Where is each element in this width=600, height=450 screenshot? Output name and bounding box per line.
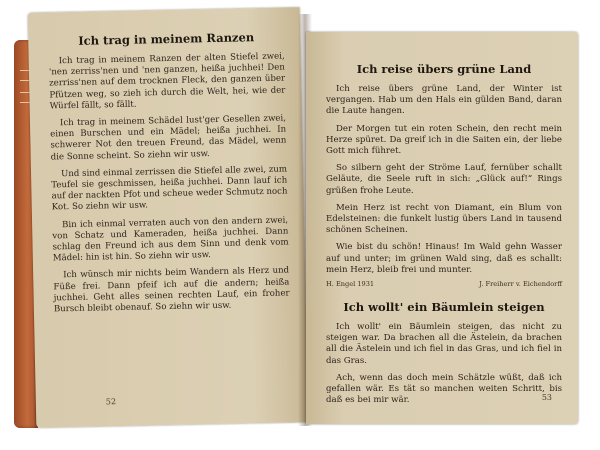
page-number: 52	[105, 397, 117, 407]
verse: Ach, wenn das doch mein Schätzle wüßt, daß ich gefallen wär. Es tät so manchen weiten Schritt, bis daß es bei mir wär.	[326, 372, 562, 406]
song-credit	[326, 280, 562, 288]
right-page	[306, 32, 578, 424]
verse: Bin ich einmal verraten auch von den andern zwei, von Schatz und Kameraden, heißa juchhei. Dann schlag den Freund ich aus dem Sinn und denk vom Mädel: hin ist hin. So ziehn wir usw.	[52, 215, 289, 264]
lyricist-credit: J. Freiherr v. Eichendorff	[479, 280, 562, 289]
song-title: Ich trag in meinem Ranzen	[78, 30, 255, 48]
composer-credit: H. Engel 1931	[326, 280, 375, 289]
verse: Mein Herz ist recht von Diamant, ein Blum von Edelsteinen: die funkelt lustig übers Land in tausend schönen Scheinen.	[326, 202, 562, 236]
verse: Ich wollt' ein Bäumlein steigen, das nicht zu steigen war. Da brachen all die Ästelein, da brachen all die Ästelein und ich fiel in das Gras, und ich fiel in das Gras.	[326, 322, 562, 366]
verse: Ich trag in meinem Schädel lust'ger Gesellen zwei, einen Burschen und ein Mädel; heißa juchhei. In schwerer Not den treuen Freund, das Mädel, wenn die Sonne scheint. So ziehn wir usw.	[50, 113, 287, 163]
page-number: 53	[541, 393, 552, 402]
verse: Ich trag in meinem Ranzen der alten Stiefel zwei, 'nen zerriss'nen und 'nen ganzen, heißa juchhei! Den zerriss'nen auf dem trocknen Fleck, den ganzen über Pfützen weg, so zieh ich durch die Welt, hei, wie der Würfel fällt, so fällt.	[48, 51, 286, 112]
right-page-text	[326, 62, 562, 412]
verse: Und sind einmal zerrissen die Stiefel alle zwei, zum Teufel sie geschmissen, heißa juchhei. Dann lauf ich auf der nackten Pfot und scheue weder Schmutz noch Kot. So ziehn wir usw.	[51, 164, 288, 213]
song-title: Ich reise übers grüne Land	[356, 62, 532, 76]
verse: So silbern geht der Ströme Lauf, fernüber schallt Geläute, die Seele ruft in sich: „Glück auf!“ Rings grüßen frohe Leute.	[326, 163, 562, 196]
verse: Ich wünsch mir nichts beim Wandern als Herz und Füße frei. Dann pfeif ich auf die andern; heißa juchhei. Geht alles seinen rechten Lauf, ein froher Bursch bleibt obenauf. So ziehn wir usw.	[53, 265, 290, 315]
verse: Ich reise übers grüne Land, der Winter ist vergangen. Hab um den Hals ein gülden Band, daran die Laute hangen.	[326, 84, 562, 117]
verse: Wie bist du schön! Hinaus! Im Wald gehn Wasser auf und unter; im grünen Wald sing, daß es schallt: mein Herz, bleib frei und munter.	[326, 242, 562, 275]
song-title: Ich wollt' ein Bäumlein steigen	[343, 300, 545, 315]
open-book	[14, 8, 588, 438]
verse: Der Morgen tut ein roten Schein, den recht mein Herze spüret. Da greif ich in die Saiten ein, der liebe Gott mich führet.	[326, 123, 562, 157]
left-page	[28, 7, 309, 428]
left-page-text	[48, 30, 290, 322]
